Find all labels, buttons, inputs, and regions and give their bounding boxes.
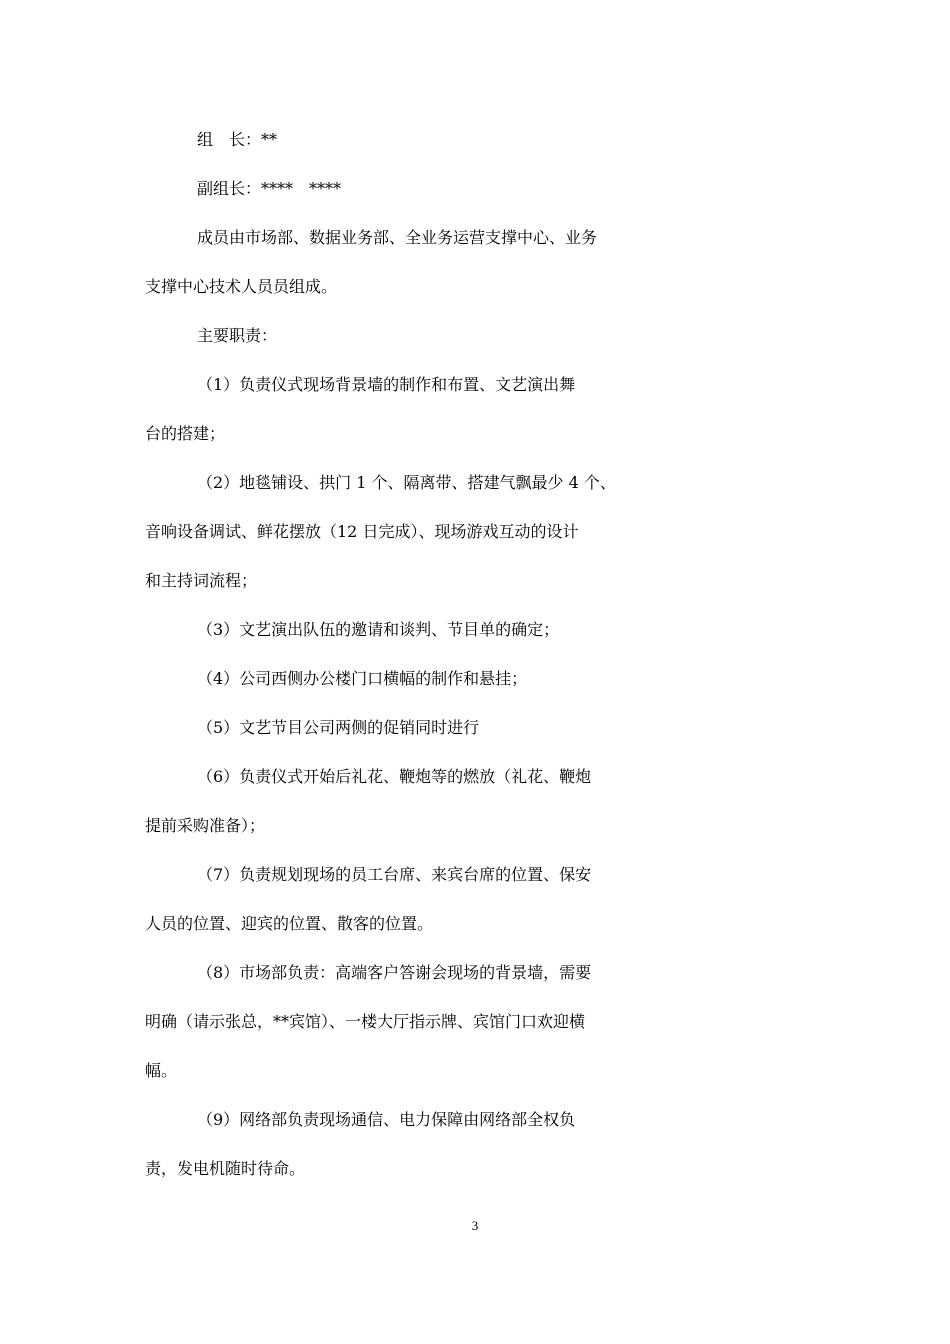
paragraph-duty-9 bbox=[145, 1107, 805, 1205]
paragraph-deputy-leader bbox=[145, 176, 805, 225]
paragraph-duty-3 bbox=[145, 617, 805, 666]
text-line: （8）市场部负责：高端客户答谢会现场的背景墙，需要 bbox=[197, 963, 592, 982]
paragraph-duty-4 bbox=[145, 666, 805, 715]
paragraph-members bbox=[145, 225, 805, 323]
paragraph-duty-8 bbox=[145, 960, 805, 1107]
text-line: 组 长：** bbox=[197, 130, 278, 149]
document-body bbox=[145, 127, 805, 1205]
text-line: 音响设备调试、鲜花摆放（12 日完成）、现场游戏互动的设计 bbox=[145, 522, 579, 541]
paragraph-duty-1 bbox=[145, 372, 805, 470]
section-heading: 主要职责： bbox=[197, 326, 278, 345]
text-line: （5）文艺节目公司两侧的促销同时进行 bbox=[197, 718, 480, 737]
text-line: 支撑中心技术人员员组成。 bbox=[145, 277, 338, 296]
text-line: （4）公司西侧办公楼门口横幅的制作和悬挂； bbox=[197, 669, 528, 688]
paragraph-leader bbox=[145, 127, 805, 176]
text-line: （9）网络部负责现场通信、电力保障由网络部全权负 bbox=[197, 1110, 576, 1129]
text-line: （7）负责规划现场的员工台席、来宾台席的位置、保安 bbox=[197, 865, 592, 884]
paragraph-duties-heading bbox=[145, 323, 805, 372]
text-line: （2）地毯铺设、拱门 1 个、隔离带、搭建气飘最少 4 个、 bbox=[197, 473, 616, 492]
page-number: 3 bbox=[471, 1218, 479, 1233]
text-line: 成员由市场部、数据业务部、全业务运营支撑中心、业务 bbox=[197, 228, 598, 247]
text-line: 幅。 bbox=[145, 1061, 178, 1080]
text-line: （6）负责仪式开始后礼花、鞭炮等的燃放（礼花、鞭炮 bbox=[197, 767, 592, 786]
text-line: 台的搭建； bbox=[145, 424, 226, 443]
text-line: 副组长：**** **** bbox=[197, 179, 342, 198]
paragraph-duty-2 bbox=[145, 470, 805, 617]
text-line: 人员的位置、迎宾的位置、散客的位置。 bbox=[145, 914, 434, 933]
text-line: 和主持词流程； bbox=[145, 571, 258, 590]
paragraph-duty-5 bbox=[145, 715, 805, 764]
paragraph-duty-6 bbox=[145, 764, 805, 862]
text-line: 责，发电机随时待命。 bbox=[145, 1159, 306, 1178]
paragraph-duty-7 bbox=[145, 862, 805, 960]
text-line: （3）文艺演出队伍的邀请和谈判、节目单的确定； bbox=[197, 620, 560, 639]
text-line: 提前采购准备）； bbox=[145, 816, 266, 835]
text-line: （1）负责仪式现场背景墙的制作和布置、文艺演出舞 bbox=[197, 375, 576, 394]
text-line: 明确（请示张总，**宾馆）、一楼大厅指示牌、宾馆门口欢迎横 bbox=[145, 1012, 586, 1031]
